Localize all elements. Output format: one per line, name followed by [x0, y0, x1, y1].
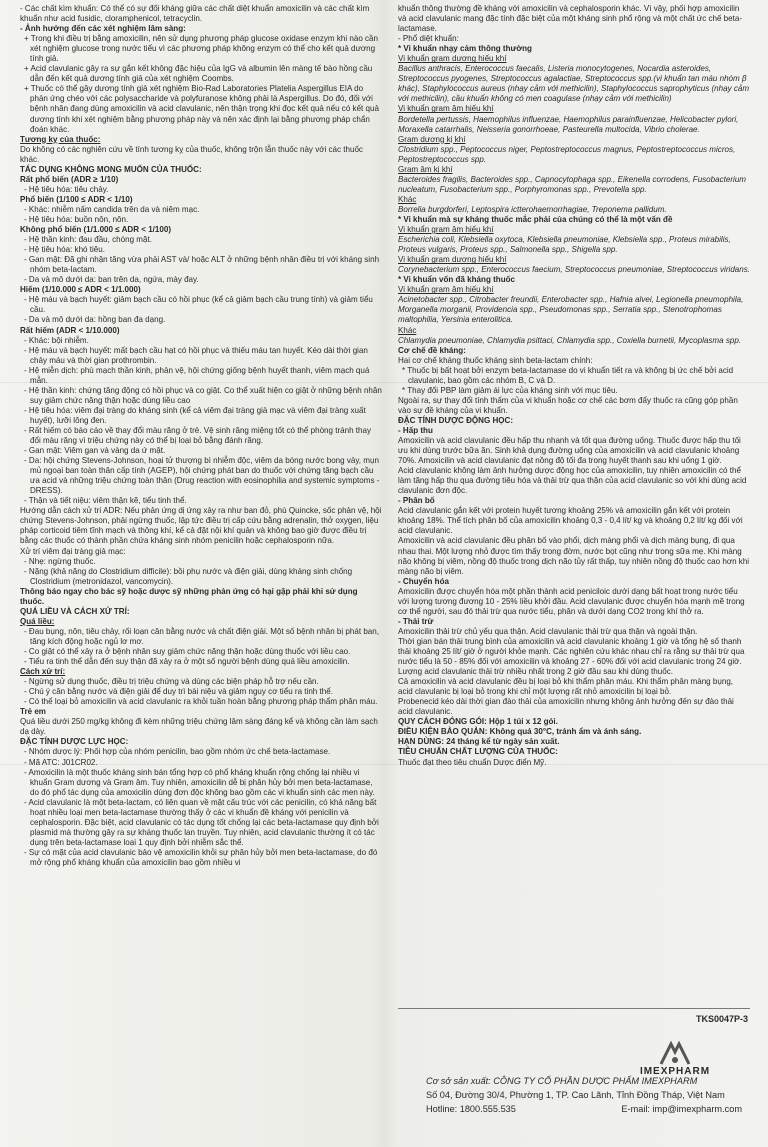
- text-line: - Đau bụng, nôn, tiêu chảy, rối loạn cân bằng nước và chất điện giải. Một số bệnh nhân bị phát ban, tăng kích động hoặc ngủ lơ mơ.: [24, 626, 379, 646]
- text-line: - Gan mật: Viêm gan và vàng da ứ mật.: [24, 446, 166, 456]
- species-list: Borrelia burgdorferi, Leptospira ictterohaemorrhagiae, Treponema pallidum.: [398, 204, 667, 214]
- frequency-heading: Rất hiếm (ADR < 1/10.000): [20, 325, 120, 335]
- text-line: Quá liều dưới 250 mg/kg không đi kèm những triệu chứng lâm sàng đáng kể và không cần làm sạch dạ dày.: [20, 717, 378, 737]
- bold-note: Thông báo ngay cho bác sỹ hoặc dược sỹ những phản ứng có hại gặp phải khi sử dụng thuốc.: [20, 586, 358, 606]
- section-heading: QUÁ LIỀU VÀ CÁCH XỬ TRÍ:: [20, 606, 130, 616]
- section-heading: ĐẶC TÍNH DƯỢC ĐỘNG HỌC:: [398, 415, 514, 425]
- subheading: - Thải trừ: [398, 616, 434, 626]
- text-line: - Tiểu ra tinh thể dẫn đến suy thận đã xảy ra ở một số người bệnh dùng quá liều amoxicilin.: [24, 657, 350, 667]
- frequency-heading: Hiếm (1/10.000 ≤ ADR < 1/1.000): [20, 285, 141, 295]
- subheading: Vi khuẩn gram âm hiếu khí: [398, 225, 494, 235]
- text-line: - Hệ thần kinh: đau đầu, chóng mặt.: [24, 235, 152, 245]
- subheading: * Vi khuẩn vốn đã kháng thuốc: [398, 275, 515, 285]
- logo-text: IMEXPHARM: [639, 1066, 711, 1077]
- text-line: Amoxicilin được chuyển hóa một phần thành acid peniciloic dưới dạng bất hoạt trong nước tiểu với lượng tương đương 10 - 25% liều khởi đầu. Acid clavulanic được chuyển hóa mạnh mẽ trong cơ thể người, sau đó thải trừ qua nước tiểu, phân và dưới dạng CO2 trong khí thở ra.: [398, 586, 745, 616]
- text-line: - Mã ATC: J01CR02.: [24, 757, 98, 767]
- text-line: Amoxicilin thải trừ chủ yếu qua thận. Acid clavulanic thải trừ qua thận và ngoài thận.: [398, 626, 698, 636]
- subheading: Khác: [398, 194, 417, 204]
- text-line: - Hệ tiêu hóa: viêm đại tràng do kháng sinh (kể cả viêm đại tràng giả mạc và viêm đại tràng xuất huyết), lưỡi lông đen.: [24, 405, 366, 425]
- text-line: Acid clavulanic không làm ảnh hưởng dược động học của amoxicilin, tuy nhiên amoxicilin có thể làm tăng hấp thu qua đường tiêu hóa và thải trừ qua thận của acid clavulanic so với khi dùng acid clavulanic đơn độc.: [398, 466, 747, 496]
- subheading: - Phân bố: [398, 496, 435, 506]
- text-line: - Hệ tiêu hóa: buồn nôn, nôn.: [24, 214, 129, 224]
- text-line: - Phổ diệt khuẩn:: [398, 34, 459, 44]
- subheading: - Hấp thu: [398, 425, 433, 435]
- text-line: - Hệ tiêu hóa: khó tiêu.: [24, 245, 105, 255]
- logo-mark-icon: [655, 1040, 695, 1066]
- subheading: Khác: [398, 325, 417, 335]
- text-line: - Khác: nhiễm nấm candida trên da và niêm mạc.: [24, 204, 200, 214]
- text-line: - Gan mật: Đã ghi nhận tăng vừa phải AST và/ hoặc ALT ở những bệnh nhân điều trị với kháng sinh nhóm beta-lactam.: [24, 255, 380, 275]
- text-line: - Hệ máu và bạch huyết: giảm bạch cầu có hồi phục (kể cả giảm bạch cầu trung tính) và giảm tiểu cầu.: [24, 295, 373, 315]
- text-line: - Sự có mặt của acid clavulanic bảo vệ amoxicilin khỏi sự phân hủy bởi men beta-lactamase, do đó mở rộng phổ kháng khuẩn của amoxicilin bao gồm nhiều vi: [24, 847, 378, 867]
- hotline: Hotline: 1800.555.535: [426, 1104, 516, 1114]
- text-line: + Acid clavulanic gây ra sự gắn kết không đặc hiệu của IgG và albumin lên màng tế bào hồng cầu dẫn đến kết quả dương tính giả của xét nghiệm Coombs.: [24, 64, 373, 84]
- text-line: - Hệ tiêu hóa: tiêu chảy.: [24, 184, 109, 194]
- text-line: - Hệ miễn dịch: phù mạch thần kinh, phản vệ, hội chứng giống bệnh huyết thanh, viêm mạch quá mẫn.: [24, 365, 370, 385]
- text-line: Acid clavulanic gắn kết với protein huyết tương khoảng 25% và amoxicilin gắn kết với protein khoảng 18%. Thể tích phân bố của amoxicilin khoảng 0,3 - 0,4 lít/ kg và khoảng 0,2 lít/ kg đối với acid clavulanic.: [398, 506, 743, 536]
- text-line: Thời gian bán thải trung bình của amoxicilin và acid clavulanic khoảng 1 giờ và tổng hệ số thanh thải khoảng 25 lít/ giờ ở người khỏe mạnh. Các nghiên cứu khác nhau chỉ ra rằng sự thải trừ qua nước tiểu là 50 - 85% đối với amoxicilin và khoảng 27 - 60% đối với acid clavulanic trong 24 giờ. Lượng acid clavulanic thải trừ nhiều nhất trong 2 giờ đầu sau khi dùng thuốc.: [398, 636, 745, 677]
- section-heading: - Ảnh hưởng đến các xét nghiệm lâm sàng:: [20, 24, 186, 34]
- subheading: Quá liều:: [20, 616, 55, 626]
- expiry-line: HẠN DÙNG: 24 tháng kể từ ngày sản xuất.: [398, 737, 560, 747]
- text-line: - Khác: bội nhiễm.: [24, 335, 89, 345]
- text-line: Hướng dẫn cách xử trí ADR: Nếu phản ứng dị ứng xảy ra như ban đỏ, phù Quincke, sốc phản vệ, hội chứng Stevens-Johnson, phải ngừng thuốc, lập tức điều trị cấp cứu bằng adrenalin, thở oxygen, liệu pháp corticoid tiêm tĩnh mạch và thông khí, kể cả đặt nội khí quản và không bao giờ được điều trị bằng các thuốc có thành phần chứa kháng sinh nhóm penicilin hoặc cephalosporin nữa.: [20, 506, 382, 546]
- subheading: Vi khuẩn gram âm hiếu khí: [398, 104, 494, 114]
- text-line: Probenecid kéo dài thời gian đào thải của amoxicilin nhưng không ảnh hưởng đến sự đào thải acid clavulanic.: [398, 697, 734, 717]
- text-line: Amoxicilin và acid clavulanic đều phân bố vào phổi, dịch màng phổi và dịch màng bụng, đi qua nhau thai. Một lượng nhỏ được tìm thấy trong đờm, nước bọt cũng như trong sữa mẹ. Khi màng não không bị viêm, nồng độ thuốc trong dịch não tủy rất thấp, tuy nhiên nồng độ thuốc cao hơn khi màng não bị viêm.: [398, 536, 750, 576]
- subheading: Cách xử trí:: [20, 667, 66, 677]
- text-line: + Trong khi điều trị bằng amoxicilin, nên sử dụng phương pháp glucose oxidase enzym khi nào cần xét nghiệm glucose trong nước tiểu vì các phương pháp không enzym có thể cho kết quả dương tính giả.: [24, 34, 379, 64]
- text-line: - Nhóm dược lý: Phối hợp của nhóm penicilin, bao gồm nhóm ức chế beta-lactamase.: [24, 747, 331, 757]
- subheading: Vi khuẩn gram dương hiếu khí: [398, 54, 507, 64]
- frequency-heading: Rất phổ biến (ADR ≥ 1/10): [20, 174, 119, 184]
- text-line: - Hệ thần kinh: chứng tăng động có hồi phục và co giật. Co thể xuất hiện co giật ở những bệnh nhân suy giảm chức năng thận hoặc dùng liều cao: [24, 385, 382, 405]
- frequency-heading: Không phổ biến (1/1.000 ≤ ADR < 1/100): [20, 225, 172, 235]
- manufacturer-address: Số 04, Đường 30/4, Phường 1, TP. Cao Lãnh, Tỉnh Đồng Tháp, Việt Nam: [426, 1090, 725, 1100]
- text-line: - Các chất kìm khuẩn: Có thể có sự đối kháng giữa các chất diệt khuẩn amoxicilin và các chất kìm khuẩn như acid fusidic, cloramphenicol, tetracyclin.: [20, 4, 370, 24]
- text-line: - Da: hội chứng Stevens-Johnson, hoại tử thượng bì nhiễm độc, viêm da bóng nước bong vảy, mụn mủ ngoại ban toàn thân cấp tính (AGEP), hội chứng phát ban do thuốc với chứng tăng bạch cầu ưa acid và những triệu chứng toàn thân (Drug reaction with eosinophilia and systemic symptoms - DRESS).: [24, 456, 380, 496]
- species-list: Bacteroides fragilis, Bacteroides spp., Capnocytophaga spp., Eikenella corrodens, Fusobacterium nucleatum, Fusobacterium spp., Porphyromonas spp., Prevotella spp.: [398, 174, 746, 194]
- species-list: Acinetobacter spp., Citrobacter freundii, Enterobacter spp., Hafnia alvei, Legionella pneumophila, Morganella morganii, Providencia spp., Pseudomonas spp., Serratia spp., Stenotrophomas maltophilia, Yersinia enterolitica.: [398, 295, 744, 325]
- text-line: Hai cơ chế kháng thuốc kháng sinh beta-lactam chính:: [398, 355, 593, 365]
- species-list: Escherichia coli, Klebsiella oxytoca, Klebsiella pneumoniae, Klebsiella spp., Proteus mirabilis, Proteus vulgaris, Proteus spp., Salmonella spp., Shigella spp.: [398, 235, 731, 255]
- text-line: Thuốc đạt theo tiêu chuẩn Dược điển Mỹ.: [398, 757, 547, 767]
- section-heading: Tương kỵ của thuốc:: [20, 134, 101, 144]
- species-list: Clostridium spp., Peptococcus niger, Peptostreptococcus magnus, Peptostreptococcus micros, Peptostreptococcus spp.: [398, 144, 736, 164]
- document-code: TKS0047P-3: [695, 1014, 748, 1024]
- species-list: Chlamydia pneumoniae, Chlamydia psittaci, Chlamydia spp., Coxiella burnetii, Mycoplasma spp.: [398, 335, 742, 345]
- subheading: Vi khuẩn gram dương hiếu khí: [398, 255, 507, 265]
- text-line: * Thuốc bị bất hoạt bởi enzym beta-lactamase do vi khuẩn tiết ra và không bị ức chế bởi acid clavulanic, bao gồm các nhóm B, C và D.: [402, 365, 734, 385]
- text-line: - Rất hiếm có báo cáo về thay đổi màu răng ở trẻ. Vệ sinh răng miệng tốt có thể phòng tránh thay đổi màu răng vì triệu chứng này có thể bị loại bỏ bằng đánh răng.: [24, 425, 372, 446]
- subheading: Trẻ em: [20, 707, 46, 717]
- text-line: - Có thể loại bỏ amoxicilin và acid clavulanic ra khỏi tuần hoàn bằng phương pháp thẩm phân máu.: [24, 697, 378, 707]
- storage-line: ĐIỀU KIỆN BẢO QUẢN: Không quá 30°C, tránh ẩm và ánh sáng.: [398, 727, 642, 737]
- subheading: * Vi khuẩn nhạy cảm thông thường: [398, 44, 532, 54]
- text-line: + Thuốc có thể gây dương tính giả xét nghiệm Bio-Rad Laboratories Platelia Aspergillus EIA do phản ứng chéo với các polysaccharide và polyfuranose không phải là Aspergillus. Do đó, đối với bệnh nhân đang dùng amoxicilin và acid clavulanic, nên thận trọng khi đọc kết quả nếu có kết quả dương tính khi xét nghiệm bằng phương pháp này và nên xác định lại bằng phương pháp chẩn đoán khác.: [24, 84, 379, 134]
- left-column: [20, 4, 382, 1143]
- subheading: Gram dương kị khí: [398, 134, 466, 144]
- section-heading: TIÊU CHUẨN CHẤT LƯỢNG CỦA THUỐC:: [398, 747, 558, 757]
- text-line: - Da và mô dưới da: ban trên da, ngứa, mày đay.: [24, 275, 199, 285]
- text-line: - Ngừng sử dụng thuốc, điều trị triệu chứng và dùng các biện pháp hỗ trợ nếu cần.: [24, 677, 319, 687]
- text-line: Amoxicilin và acid clavulanic đều hấp thu nhanh và tốt qua đường uống. Thuốc được hấp thu tối ưu khi dùng trước bữa ăn. Sinh khả dụng đường uống của amoxicilin và acid clavulanic khoảng 70%. Amoxicilin và acid clavulanic đạt nồng độ tối đa trong huyết thanh sau khi uống 1 giờ.: [398, 436, 741, 466]
- subheading: - Chuyển hóa: [398, 576, 449, 586]
- subheading: * Vi khuẩn mà sự kháng thuốc mắc phải của chúng có thể là một vấn đề: [398, 214, 673, 224]
- text-line: Ngoài ra, sự thay đổi tính thấm của vi khuẩn hoặc cơ chế các bơm đẩy thuốc ra cũng góp phần vào sự đề kháng của vi khuẩn.: [398, 395, 738, 415]
- text-line: Xử trí viêm đại tràng giả mạc:: [20, 546, 126, 556]
- text-line: Cả amoxicilin và acid clavulanic đều bị loại bỏ khi thẩm phân máu. Khi thẩm phân màng bụng, acid clavulanic bị loại bỏ trong khi chỉ một lượng rất nhỏ amoxicilin bị loại bỏ.: [398, 677, 734, 697]
- species-list: Bordetella pertussis, Haemophilus influenzae, Haemophilus parainfluenzae, Helicobacter pylori, Moraxella catarrhalis, Neisseria gonorrhoeae, Pasteurella multocida, Vibrio cholerae.: [398, 114, 739, 134]
- text-line: - Co giật có thể xảy ra ở bệnh nhân suy giảm chức năng thận hoặc dùng thuốc với liều cao.: [24, 647, 351, 656]
- right-column: [398, 4, 750, 1017]
- text-line: - Acid clavulanic là một beta-lactam, có liên quan về mặt cấu trúc với các penicilin, có khả năng bất hoạt nhiều loại men beta-lactamase thường thấy ở các vi khuẩn đề kháng với penicilin và cephalosporin. Đặc biệt, acid clavulanic có tác dụng tốt chống lại các beta-lactamase quy định bởi plasmid mà thường gây ra sự kháng thuốc lan truyền. Tuy nhiên, acid clavulanic thường ít có tác dụng trên beta-lactamase loại 1 quy định bởi nhiễm sắc thể.: [24, 797, 379, 847]
- packaging-line: QUY CÁCH ĐÓNG GÓI: Hộp 1 túi x 12 gói.: [398, 717, 558, 727]
- imexpharm-logo: [620, 1040, 730, 1077]
- section-heading: TÁC DỤNG KHÔNG MONG MUỐN CỦA THUỐC:: [20, 164, 202, 174]
- text-line: - Nặng (khả năng do Clostridium difficile): bồi phụ nước và điện giải, dùng kháng sinh chống Clostridium (metronidazol, vancomycin).: [24, 566, 353, 586]
- subheading: Cơ chế đề kháng:: [398, 345, 466, 355]
- frequency-heading: Phổ biến (1/100 ≤ ADR < 1/10): [20, 194, 133, 204]
- text-line: * Thay đổi PBP làm giảm ái lực của kháng sinh với mục tiêu.: [402, 385, 618, 395]
- text-line: - Da và mô dưới da: hồng ban đa dạng.: [24, 315, 166, 325]
- email: E-mail: imp@imexpharm.com: [621, 1104, 742, 1114]
- species-list: Bacillus anthracis, Enterococcus faecalis, Listeria monocytogenes, Nocardia asteroides, Streptococcus pyogenes, Streptococcus agalactiae, Streptococcus spp.(vi khuẩn tan máu nhóm β khác), Staphylococcus aureus (nhạy cảm với methicilin), Staphylococcus saprophyticus (nhạy cảm với methicilin), cầu khuẩn không có men coagulase (nhạy cảm với methicilin): [398, 64, 750, 104]
- text-line: - Nhẹ: ngừng thuốc.: [24, 556, 96, 566]
- manufacturer-info: [426, 1074, 756, 1116]
- subheading: Vi khuẩn gram âm hiếu khí: [398, 285, 494, 295]
- subheading: Gram âm kị khí: [398, 164, 453, 174]
- divider: [398, 1008, 750, 1009]
- text-line: - Chú ý cân bằng nước và điện giải để duy trì bài niệu và giảm nguy cơ tiểu ra tinh thể.: [24, 687, 333, 697]
- text-line: - Hệ máu và bạch huyết: mất bạch cầu hạt có hồi phục và thiếu máu tan huyết. Kéo dài thời gian chảy máu và thời gian prothrombin.: [24, 345, 368, 365]
- manufacturer-name: Cơ sở sản xuất: CÔNG TY CỔ PHẦN DƯỢC PHẨM IMEXPHARM: [426, 1076, 698, 1086]
- text-line: - Thận và tiết niệu: viêm thận kẽ, tiểu tinh thể.: [24, 496, 187, 506]
- text-line: Do không có các nghiên cứu về tính tương kỵ của thuốc, không trộn lẫn thuốc này với các thuốc khác.: [20, 144, 363, 164]
- text-line: - Amoxicilin là một thuốc kháng sinh bán tổng hợp có phổ kháng khuẩn rộng chống lại nhiều vi khuẩn Gram dương và Gram âm. Tuy nhiên, amoxicilin dễ bị phân hủy bởi men beta-lactamase, do đó phổ tác dụng của amoxicilin dùng đơn độc không bao gồm các vi khuẩn sinh các men này.: [24, 767, 375, 797]
- text-line: khuẩn thông thường đề kháng với amoxicilin và cephalosporin khác. Vì vậy, phối hợp amoxicilin và acid clavulanic mang đặc tính đặc biệt của một kháng sinh phổ rộng và một chất ức chế beta-lactamase.: [398, 4, 743, 34]
- species-list: Corynebacterium spp., Enterococcus faecium, Streptococcus pneumoniae, Streptococcus viridans.: [398, 265, 750, 275]
- section-heading: ĐẶC TÍNH DƯỢC LỰC HỌC:: [20, 737, 129, 747]
